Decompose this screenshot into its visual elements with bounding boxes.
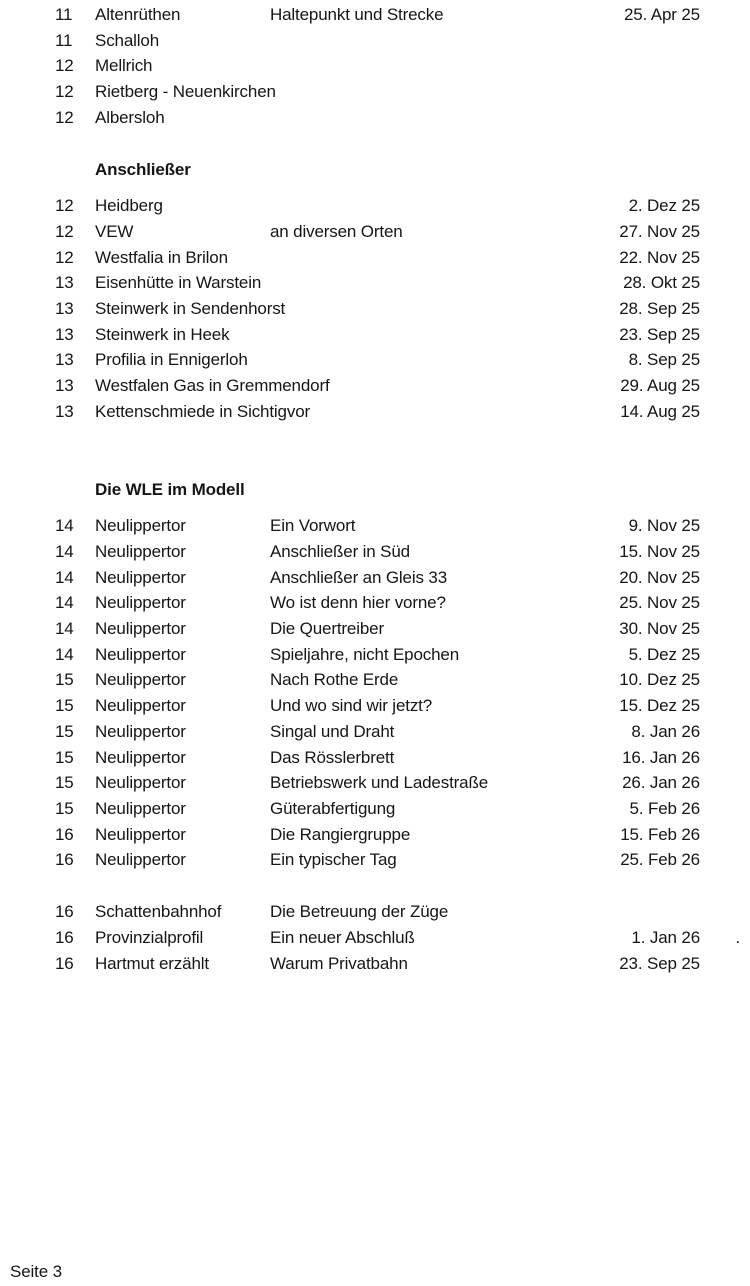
row-suffix-mark (700, 565, 745, 591)
row-suffix-mark (700, 822, 745, 848)
row-page-number: 13 (55, 401, 74, 421)
row-name: Neulippertor (95, 593, 186, 613)
row-name: Neulippertor (95, 644, 186, 664)
row-name: Neulippertor (95, 747, 186, 767)
row-date: 25. Feb 26 (620, 850, 700, 870)
row-description (270, 347, 595, 373)
row-page-number: 13 (55, 299, 74, 319)
toc-group (0, 157, 750, 425)
row-name: Altenrüthen (95, 5, 181, 24)
row-name: VEW (95, 221, 134, 241)
row-date: 1. Jan 26 (631, 927, 700, 947)
table-row (0, 245, 750, 271)
row-date: 2. Dez 25 (628, 196, 700, 216)
row-date: 22. Nov 25 (619, 247, 700, 267)
row-name: Mellrich (95, 56, 153, 76)
row-page-number: 12 (55, 82, 74, 102)
row-suffix-mark (700, 245, 745, 271)
row-date (595, 53, 700, 79)
row-date: 27. Nov 25 (619, 221, 700, 241)
row-suffix-mark (700, 770, 745, 796)
table-row (0, 667, 750, 693)
row-description (270, 296, 595, 322)
row-page-number: 13 (55, 273, 74, 293)
row-name: Albersloh (95, 107, 165, 127)
row-date (595, 28, 700, 54)
table-row (0, 745, 750, 771)
row-date: 5. Feb 26 (629, 798, 700, 818)
row-suffix-mark (700, 616, 745, 642)
row-page-number: 12 (55, 247, 74, 267)
row-description: Ein Vorwort (270, 516, 356, 536)
row-suffix-mark (700, 79, 745, 105)
row-name: Neulippertor (95, 619, 186, 639)
row-name: Schattenbahnhof (95, 902, 222, 922)
row-description (270, 322, 595, 348)
row-suffix-mark (700, 373, 745, 399)
section-header: Anschließer (95, 159, 191, 179)
row-suffix-mark (700, 193, 745, 219)
row-date: 25. Nov 25 (619, 593, 700, 613)
row-page-number: 16 (55, 902, 74, 922)
row-date (595, 899, 700, 925)
table-row (0, 925, 750, 951)
row-name: Westfalia in Brilon (95, 247, 228, 267)
table-row (0, 270, 750, 296)
table-row (0, 693, 750, 719)
row-page-number: 16 (55, 927, 74, 947)
row-description (270, 193, 595, 219)
row-suffix-mark (700, 796, 745, 822)
row-suffix-mark (700, 347, 745, 373)
row-name: Schalloh (95, 30, 160, 50)
row-name: Hartmut erzählt (95, 953, 209, 973)
row-suffix-mark (700, 2, 745, 28)
row-page-number: 14 (55, 516, 74, 536)
row-page-number: 11 (55, 30, 73, 50)
row-date: 10. Dez 25 (619, 670, 700, 690)
row-date: 14. Aug 25 (620, 401, 700, 421)
row-suffix-mark (700, 693, 745, 719)
row-description (270, 373, 595, 399)
row-suffix-mark (700, 105, 745, 131)
row-page-number: 16 (55, 824, 74, 844)
row-description: Anschließer an Gleis 33 (270, 567, 448, 587)
row-date: 15. Dez 25 (619, 696, 700, 716)
row-date: 16. Jan 26 (622, 747, 700, 767)
table-row (0, 322, 750, 348)
row-name: Neulippertor (95, 567, 186, 587)
page-number-footer: Seite 3 (10, 1262, 62, 1281)
row-suffix-mark (700, 219, 745, 245)
row-suffix-mark (700, 667, 745, 693)
row-name: Neulippertor (95, 824, 186, 844)
row-suffix-mark (700, 53, 745, 79)
row-name: Neulippertor (95, 696, 186, 716)
row-description (270, 53, 595, 79)
row-name: Steinwerk in Sendenhorst (95, 299, 286, 319)
row-description: Spieljahre, nicht Epochen (270, 644, 460, 664)
row-name: Provinzialprofil (95, 927, 204, 947)
row-name: Steinwerk in Heek (95, 324, 230, 344)
row-suffix-mark (700, 322, 745, 348)
table-row (0, 719, 750, 745)
table-row (0, 105, 750, 131)
row-description: Die Betreuung der Züge (270, 902, 449, 922)
table-row (0, 28, 750, 54)
row-page-number: 12 (55, 221, 74, 241)
row-name: Neulippertor (95, 670, 186, 690)
row-description (270, 270, 595, 296)
row-name: Heidberg (95, 196, 163, 216)
row-page-number: 14 (55, 619, 74, 639)
row-description (270, 28, 595, 54)
row-suffix-mark (700, 899, 745, 925)
row-description: Anschließer in Süd (270, 541, 410, 561)
row-page-number: 12 (55, 107, 74, 127)
table-row (0, 899, 750, 925)
row-description: Wo ist denn hier vorne? (270, 593, 446, 613)
row-date: 30. Nov 25 (619, 619, 700, 639)
row-description (270, 245, 595, 271)
row-page-number: 14 (55, 541, 74, 561)
row-date: 8. Sep 25 (628, 350, 700, 370)
row-description: Und wo sind wir jetzt? (270, 696, 433, 716)
row-page-number: 11 (55, 5, 73, 24)
row-page-number: 14 (55, 593, 74, 613)
row-description: Ein typischer Tag (270, 850, 397, 870)
row-suffix-mark: . (735, 927, 740, 947)
table-row (0, 347, 750, 373)
row-date: 25. Apr 25 (623, 5, 700, 24)
row-page-number: 15 (55, 721, 74, 741)
row-suffix-mark (700, 513, 745, 539)
row-page-number: 13 (55, 376, 74, 396)
row-description (270, 105, 595, 131)
row-date (595, 105, 700, 131)
row-name: Westfalen Gas in Gremmendorf (95, 376, 330, 396)
row-date: 15. Feb 26 (620, 824, 700, 844)
table-row (0, 2, 750, 28)
row-name: Neulippertor (95, 798, 186, 818)
row-suffix-mark (700, 642, 745, 668)
row-page-number: 15 (55, 696, 74, 716)
row-date: 28. Okt 25 (623, 273, 700, 293)
row-date: 5. Dez 25 (628, 644, 700, 664)
row-name: Neulippertor (95, 541, 186, 561)
row-page-number: 12 (55, 56, 74, 76)
row-page-number: 15 (55, 798, 74, 818)
toc-group (0, 2, 750, 131)
table-row (0, 951, 750, 977)
table-row (0, 822, 750, 848)
row-name: Neulippertor (95, 773, 186, 793)
row-description: Das Rösslerbrett (270, 747, 395, 767)
row-suffix-mark (700, 270, 745, 296)
row-description: an diversen Orten (270, 221, 403, 241)
row-date: 8. Jan 26 (631, 721, 700, 741)
row-description: Singal und Draht (270, 721, 395, 741)
section-header: Die WLE im Modell (95, 479, 245, 499)
row-suffix-mark (700, 399, 745, 425)
row-suffix-mark (700, 590, 745, 616)
row-date: 15. Nov 25 (619, 541, 700, 561)
row-name: Eisenhütte in Warstein (95, 273, 262, 293)
row-page-number: 13 (55, 350, 74, 370)
row-name: Neulippertor (95, 721, 186, 741)
row-date: 23. Sep 25 (619, 324, 700, 344)
table-row (0, 847, 750, 873)
row-name: Profilia in Ennigerloh (95, 350, 248, 370)
row-description (270, 399, 595, 425)
table-row (0, 399, 750, 425)
row-date: 23. Sep 25 (619, 953, 700, 973)
row-description: Ein neuer Abschluß (270, 927, 415, 947)
row-date: 29. Aug 25 (620, 376, 700, 396)
row-description: Die Quertreiber (270, 619, 384, 639)
row-page-number: 13 (55, 324, 74, 344)
table-row (0, 770, 750, 796)
row-name: Rietberg - Neuenkirchen (95, 82, 276, 102)
table-row (0, 590, 750, 616)
row-page-number: 14 (55, 567, 74, 587)
row-page-number: 15 (55, 670, 74, 690)
toc-group (0, 477, 750, 874)
table-row (0, 796, 750, 822)
row-suffix-mark (700, 719, 745, 745)
row-page-number: 15 (55, 773, 74, 793)
row-suffix-mark (700, 847, 745, 873)
row-description: Haltepunkt und Strecke (270, 5, 444, 24)
row-page-number: 16 (55, 953, 74, 973)
toc-group (0, 899, 750, 976)
table-row (0, 513, 750, 539)
row-date: 26. Jan 26 (622, 773, 700, 793)
row-suffix-mark (700, 951, 745, 977)
row-name: Neulippertor (95, 516, 186, 536)
row-suffix-mark (700, 745, 745, 771)
table-row (0, 616, 750, 642)
row-page-number: 14 (55, 644, 74, 664)
row-name: Neulippertor (95, 850, 186, 870)
row-description (270, 79, 595, 105)
table-row (0, 296, 750, 322)
row-description: Warum Privatbahn (270, 953, 408, 973)
row-description: Die Rangiergruppe (270, 824, 411, 844)
row-date: 28. Sep 25 (619, 299, 700, 319)
row-page-number: 15 (55, 747, 74, 767)
table-row (0, 565, 750, 591)
row-date: 9. Nov 25 (628, 516, 700, 536)
row-date: 20. Nov 25 (619, 567, 700, 587)
row-page-number: 12 (55, 196, 74, 216)
table-row (0, 539, 750, 565)
row-suffix-mark (700, 296, 745, 322)
row-page-number: 16 (55, 850, 74, 870)
table-row (0, 219, 750, 245)
row-description: Nach Rothe Erde (270, 670, 399, 690)
table-row (0, 373, 750, 399)
row-suffix-mark (700, 539, 745, 565)
row-suffix-mark (700, 28, 745, 54)
row-description: Güterabfertigung (270, 798, 396, 818)
row-date (595, 79, 700, 105)
row-name: Kettenschmiede in Sichtigvor (95, 401, 311, 421)
table-row (0, 79, 750, 105)
row-description: Betriebswerk und Ladestraße (270, 773, 489, 793)
table-row (0, 53, 750, 79)
table-row (0, 642, 750, 668)
table-row (0, 193, 750, 219)
